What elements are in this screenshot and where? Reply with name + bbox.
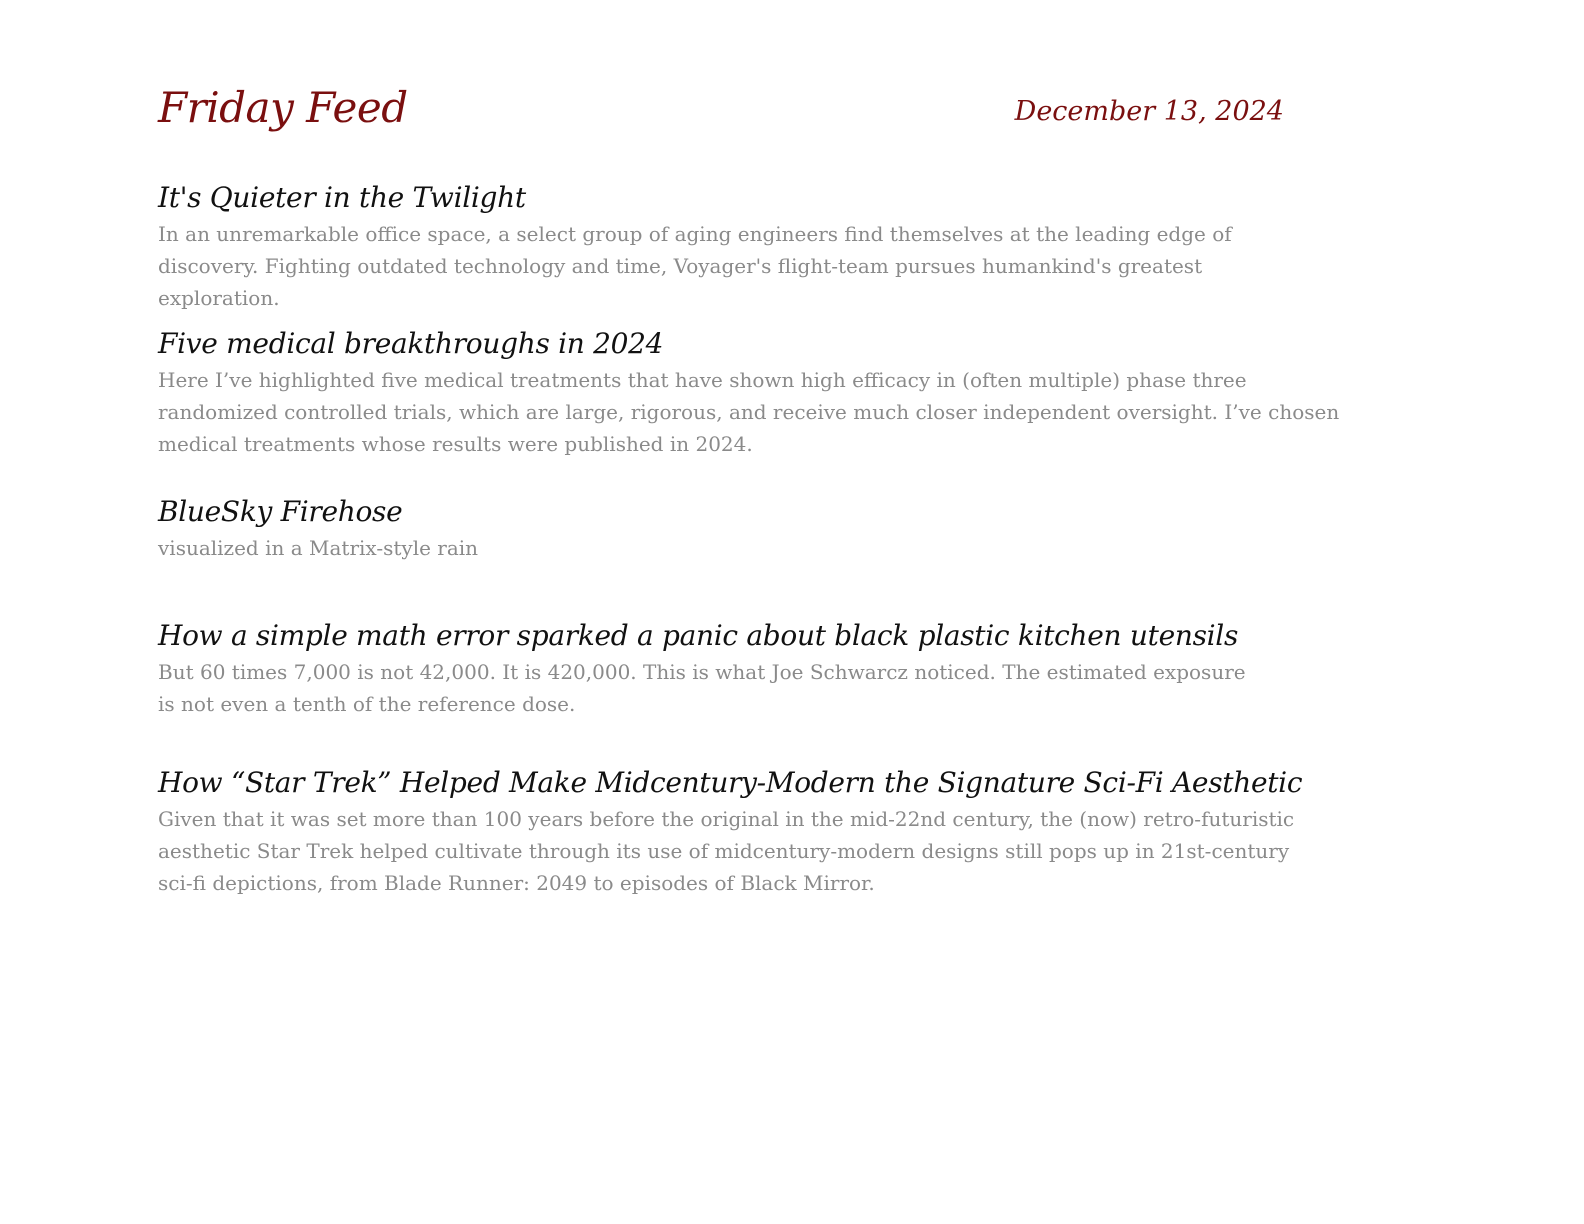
article-summary: Here I’ve highlighted five medical treatments that have shown high efficacy in (often multiple) phase three randomized controlled trials, which are large, rigorous, and receive much closer independent oversight. I’ve chosen medical treatments whose results were published in 2024. — [158, 368, 1340, 456]
article-item — [158, 765, 1368, 899]
article-title-link[interactable]: BlueSky Firehose — [158, 495, 403, 528]
article-item — [158, 180, 1368, 314]
article-item — [158, 618, 1368, 720]
article-title-link[interactable]: How a simple math error sparked a panic about black plastic kitchen utensils — [158, 619, 1239, 652]
article-summary: But 60 times 7,000 is not 42,000. It is 420,000. This is what Joe Schwarcz noticed. The estimated exposure is not even a tenth of the reference dose. — [158, 660, 1246, 716]
article-item — [158, 494, 1368, 564]
feed-page — [158, 80, 1368, 895]
page-title: Friday Feed — [158, 83, 408, 132]
page-date: December 13, 2024 — [1014, 96, 1284, 127]
article-title-link[interactable]: Five medical breakthroughs in 2024 — [158, 327, 664, 360]
article-summary: Given that it was set more than 100 years before the original in the mid-22nd century, the (now) retro-futuristic aesthetic Star Trek helped cultivate through its use of midcentury-modern designs still pops up in 21st-century sci-fi depictions, from Blade Runner: 2049 to episodes of Black Mirror. — [158, 807, 1295, 895]
article-summary: visualized in a Matrix-style rain — [158, 536, 479, 560]
article-item — [158, 326, 1368, 460]
article-title-link[interactable]: It's Quieter in the Twilight — [158, 181, 526, 214]
article-summary: In an unremarkable office space, a select group of aging engineers find themselves at the leading edge of discovery. Fighting outdated technology and time, Voyager's flight-team pursues humankind's greatest exploration. — [158, 222, 1232, 310]
article-title-link[interactable]: How “Star Trek” Helped Make Midcentury-Modern the Signature Sci-Fi Aesthetic — [158, 766, 1303, 799]
masthead — [158, 80, 1368, 180]
